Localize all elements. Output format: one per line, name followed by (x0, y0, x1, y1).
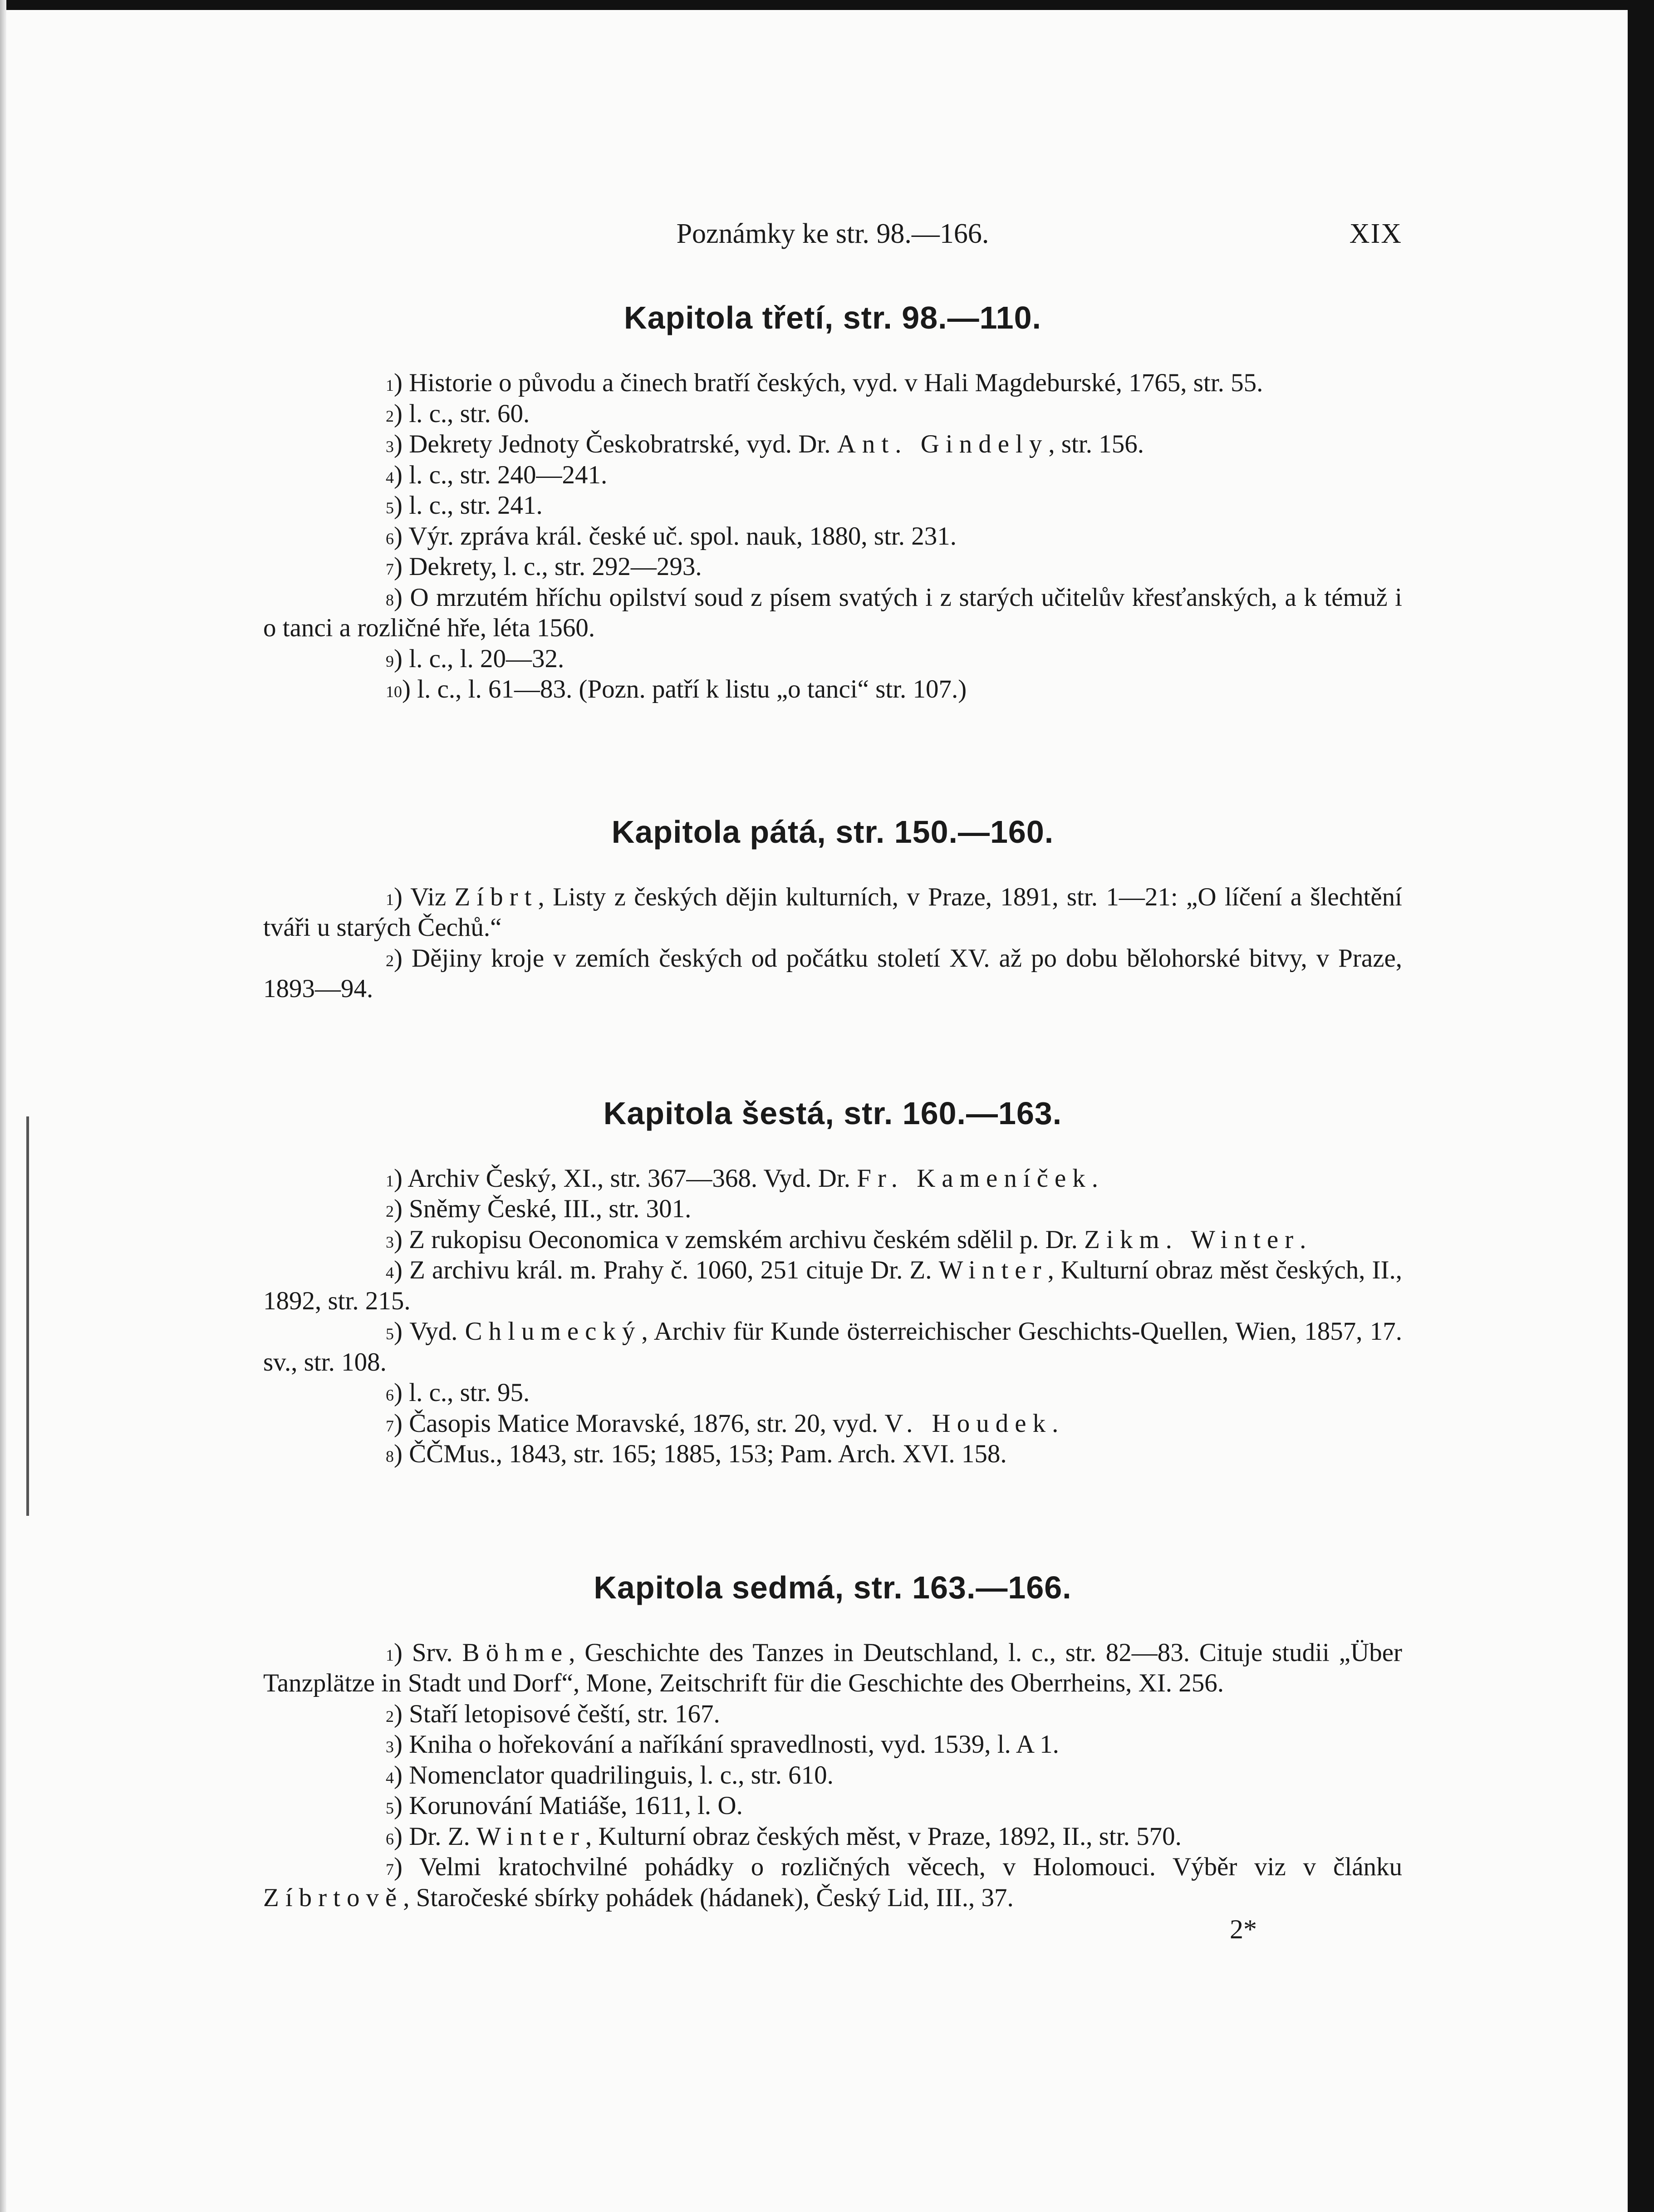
footnote: $^4$) l. c., str. 240—241. (386, 460, 608, 489)
binding-mark (26, 1116, 29, 1516)
footnote-marker: 2 (386, 1707, 394, 1725)
chapter-tretí (263, 300, 1402, 705)
footnote-marker: 6 (386, 529, 394, 548)
chapter-sesta (263, 1095, 1402, 1470)
footnote-marker: 5 (386, 499, 394, 517)
footnote: $^2$) Sněmy České, III., str. 301. (386, 1194, 692, 1223)
footnote: $^1$) Srv. Böhme, Geschichte des Tanzes in Deutschland, l. c., str. 82—83. Cituje studii „Über Tanzplätze in Stadt und Dorf“, Mone, Zeitschrift für die Geschichte des Oberrheins, XI. 256. (263, 1638, 1403, 1697)
footnote-text: Dr. Z. (409, 1822, 477, 1851)
chapter-heading: Kapitola šestá, str. 160.—163. (603, 1095, 1062, 1131)
footnote-text: , Kulturní obraz českých měst, v Praze, 1892, II., str. 570. (585, 1822, 1182, 1851)
footnote-text: . (1300, 1225, 1306, 1254)
footnote-list (263, 1163, 1402, 1470)
footnote-marker: 4 (386, 1263, 394, 1282)
footnote-text: l. c., str. 60. (409, 399, 530, 428)
footnote-text: ČČMus., 1843, str. 165; 1885, 153; Pam. Arch. XVI. 158. (409, 1440, 1007, 1468)
running-head (263, 209, 1402, 263)
footnote-marker: 10 (386, 683, 402, 701)
chapter-sedma (263, 1569, 1402, 1913)
footnote: $^3$) Z rukopisu Oeconomica v zemském archivu českém sdělil p. Dr. Zikm. Winter. (386, 1225, 1306, 1254)
footnote-text: Vyd. (409, 1317, 465, 1346)
footnote-marker: 9 (386, 652, 394, 670)
footnote-marker: 8 (386, 590, 394, 609)
footnote: $^1$) Viz Zíbrt, Listy z českých dějin kulturních, v Praze, 1891, str. 1—21: „O líčení a šlechtění tváři u starých Čechů.“ (263, 882, 1402, 942)
footnote-marker: 3 (386, 1738, 394, 1756)
footnote-text: Srv. (412, 1638, 462, 1667)
footnote-text: Velmi kratochvilné pohádky o rozličných věcech, v Holomouci. Výběr viz v článku (419, 1853, 1402, 1881)
footnote-marker: 6 (386, 1386, 394, 1404)
chapter-heading: Kapitola sedmá, str. 163.—166. (594, 1569, 1072, 1605)
footnote: $^6$) l. c., str. 95. (386, 1378, 530, 1407)
footnote-marker: 6 (386, 1829, 394, 1848)
footnote-text: Viz (410, 882, 455, 911)
page-content (263, 209, 1402, 1945)
spaced-name: Zíbrtově (263, 1883, 403, 1912)
footnote-marker: 4 (386, 468, 394, 487)
footnote: $^{10}$) l. c., l. 61—83. (Pozn. patří k listu „o tanci“ str. 107.) (386, 675, 967, 703)
chapter-heading: Kapitola třetí, str. 98.—110. (624, 300, 1041, 335)
footnote-marker: 2 (386, 951, 394, 970)
footnote-marker: 8 (386, 1447, 394, 1465)
footnote-text: Z rukopisu Oeconomica v zemském archivu českém sdělil p. Dr. (409, 1225, 1085, 1254)
footnote-text: l. c., str. 95. (409, 1378, 530, 1407)
footnote-marker: 1 (386, 376, 394, 394)
footnote-text: l. c., str. 240—241. (409, 460, 608, 489)
footnote-text: Dekrety, l. c., str. 292—293. (409, 552, 702, 581)
spaced-name: Chlumecký (465, 1317, 642, 1346)
footnote: $^9$) l. c., l. 20—32. (386, 644, 564, 673)
footnote-text: Historie o původu a činech bratří českých, vyd. v Hali Magdeburské, 1765, str. 55. (409, 369, 1263, 397)
footnote-text: Staří letopisové čeští, str. 167. (409, 1699, 720, 1728)
footnote-marker: 1 (386, 1171, 394, 1190)
footnote-marker: 4 (386, 1768, 394, 1787)
spaced-name: V. Houdek (884, 1409, 1052, 1438)
footnote-text: Nomenclator quadrilinguis, l. c., str. 610. (409, 1760, 834, 1789)
footnote-marker: 2 (386, 1202, 394, 1220)
footnote: $^7$) Velmi kratochvilné pohádky o rozličných věcech, v Holomouci. Výběr viz v článku Zíbrtově, Staročeské sbírky pohádek (hádanek), Český Lid, III., 37. (263, 1853, 1402, 1912)
footnote-text: Archiv Český, XI., str. 367—368. Vyd. Dr. (407, 1164, 857, 1193)
footnote-text: Korunování Matiáše, 1611, l. O. (409, 1791, 743, 1820)
spaced-name: Ant. Gindely (837, 430, 1049, 458)
chapter-pata (263, 814, 1402, 1004)
footnote-text: . (1052, 1409, 1059, 1438)
footnote-text: Z archivu král. m. Prahy č. 1060, 251 cituje Dr. Z. (409, 1256, 939, 1284)
footnote-text: l. c., str. 241. (409, 491, 543, 520)
footnote-marker: 3 (386, 437, 394, 456)
page-numeral: XIX (1349, 218, 1402, 249)
footnote: $^2$) l. c., str. 60. (386, 399, 530, 428)
signature-mark: 2* (1230, 1914, 1257, 1944)
footnote: $^7$) Časopis Matice Moravské, 1876, str. 20, vyd. V. Houdek. (386, 1409, 1059, 1438)
footnote-text: O mrzutém hříchu opilství soud z písem svatých i z starých učitelův křesťanských, a k témuž i o tanci a rozličné hře, léta 1560. (263, 583, 1402, 642)
footnote-marker: 5 (386, 1799, 394, 1817)
running-head-title: Poznámky ke str. 98.—166. (676, 218, 989, 249)
footnote-text: , Geschichte des Tanzes in Deutschland, l. c., str. 82—83. Cituje studii „Über Tanzplätze in Stadt und Dorf“, Mone, Zeitschrift für die Geschichte des Oberrheins, XI. 256. (263, 1638, 1403, 1697)
footnote: $^3$) Kniha o hořekování a naříkání spravedlnosti, vyd. 1539, l. A 1. (386, 1730, 1059, 1759)
spaced-name: Winter (476, 1822, 586, 1851)
footnote-marker: 5 (386, 1325, 394, 1343)
footnote-list (263, 368, 1402, 705)
footnote-text: . (1091, 1164, 1099, 1193)
footnote-text: , Archiv für Kunde österreichischer Geschichts-Quellen, Wien, 1857, 17. sv., str. 108. (263, 1317, 1403, 1376)
footnote: $^5$) l. c., str. 241. (386, 491, 543, 520)
footnote-marker: 3 (386, 1233, 394, 1251)
footnote: $^1$) Historie o původu a činech bratří českých, vyd. v Hali Magdeburské, 1765, str. 55. (386, 369, 1263, 397)
footnote-text: , Staročeské sbírky pohádek (hádanek), Český Lid, III., 37. (403, 1883, 1014, 1912)
footnote-text: l. c., l. 61—83. (Pozn. patří k listu „o tanci“ str. 107.) (417, 675, 967, 703)
spaced-name: Böhme (462, 1638, 569, 1667)
spaced-name: Winter (938, 1256, 1048, 1284)
footnote-text: Dekrety Jednoty Českobratrské, vyd. Dr. (409, 430, 837, 458)
spaced-name: Zikm. Winter (1084, 1225, 1300, 1254)
page-edge-shadow (0, 0, 6, 2212)
footnote: $^7$) Dekrety, l. c., str. 292—293. (386, 552, 702, 581)
footnote-text: , Listy z českých dějin kulturních, v Praze, 1891, str. 1—21: „O líčení a šlechtění tváři u starých Čechů.“ (263, 882, 1402, 942)
footnote: $^4$) Nomenclator quadrilinguis, l. c., str. 610. (386, 1760, 834, 1789)
footnote: $^3$) Dekrety Jednoty Českobratrské, vyd. Dr. Ant. Gindely, str. 156. (386, 430, 1144, 458)
footnote: $^2$) Staří letopisové čeští, str. 167. (386, 1699, 720, 1728)
footnote-list (263, 1637, 1402, 1913)
footnote: $^5$) Korunování Matiáše, 1611, l. O. (386, 1791, 743, 1820)
footnote-text: Dějiny kroje v zemích českých od počátku století XV. až po dobu bělohorské bitvy, v Praze, 1893—94. (263, 944, 1402, 1003)
footnote: $^1$) Archiv Český, XI., str. 367—368. Vyd. Dr. Fr. Kameníček. (386, 1164, 1099, 1193)
footnote-text: Kniha o hořekování a naříkání spravedlnosti, vyd. 1539, l. A 1. (409, 1730, 1059, 1759)
footnote: $^8$) ČČMus., 1843, str. 165; 1885, 153; Pam. Arch. XVI. 158. (386, 1440, 1007, 1468)
footnote-marker: 7 (386, 1416, 394, 1435)
footnote: $^5$) Vyd. Chlumecký, Archiv für Kunde österreichischer Geschichts-Quellen, Wien, 1857, 17. sv., str. 108. (263, 1317, 1403, 1376)
footnote-marker: 1 (386, 1646, 394, 1664)
footnote-text: , str. 156. (1048, 430, 1144, 458)
footnote: $^2$) Dějiny kroje v zemích českých od počátku století XV. až po dobu bělohorské bitvy, v Praze, 1893—94. (263, 944, 1402, 1003)
footnote-marker: 2 (386, 407, 394, 425)
footnote-marker: 7 (386, 1860, 394, 1878)
footnote-marker: 7 (386, 560, 394, 578)
footnote-text: l. c., l. 20—32. (409, 644, 564, 673)
chapter-heading: Kapitola pátá, str. 150.—160. (611, 814, 1054, 850)
footnote: $^4$) Z archivu král. m. Prahy č. 1060, 251 cituje Dr. Z. Winter, Kulturní obraz měst českých, II., 1892, str. 215. (263, 1256, 1403, 1315)
footnote-list (263, 882, 1402, 1004)
footnote-marker: 1 (386, 890, 394, 909)
footnote: $^6$) Výr. zpráva král. české uč. spol. nauk, 1880, str. 231. (386, 521, 957, 551)
footnote: $^6$) Dr. Z. Winter, Kulturní obraz českých měst, v Praze, 1892, II., str. 570. (386, 1822, 1182, 1851)
footnote-text: Časopis Matice Moravské, 1876, str. 20, vyd. (409, 1409, 885, 1438)
footnote-text: , Kulturní obraz měst českých, II., 1892, str. 215. (263, 1256, 1403, 1315)
spaced-name: Fr. Kameníček (857, 1164, 1092, 1193)
footnote-text: Výr. zpráva král. české uč. spol. nauk, 1880, str. 231. (408, 521, 957, 551)
footnote: $^8$) O mrzutém hříchu opilství soud z písem svatých i z starých učitelův křesťanských, a k témuž i o tanci a rozličné hře, léta 1560. (263, 583, 1402, 642)
footnote-text: Sněmy České, III., str. 301. (409, 1194, 692, 1223)
spaced-name: Zíbrt (454, 882, 538, 911)
